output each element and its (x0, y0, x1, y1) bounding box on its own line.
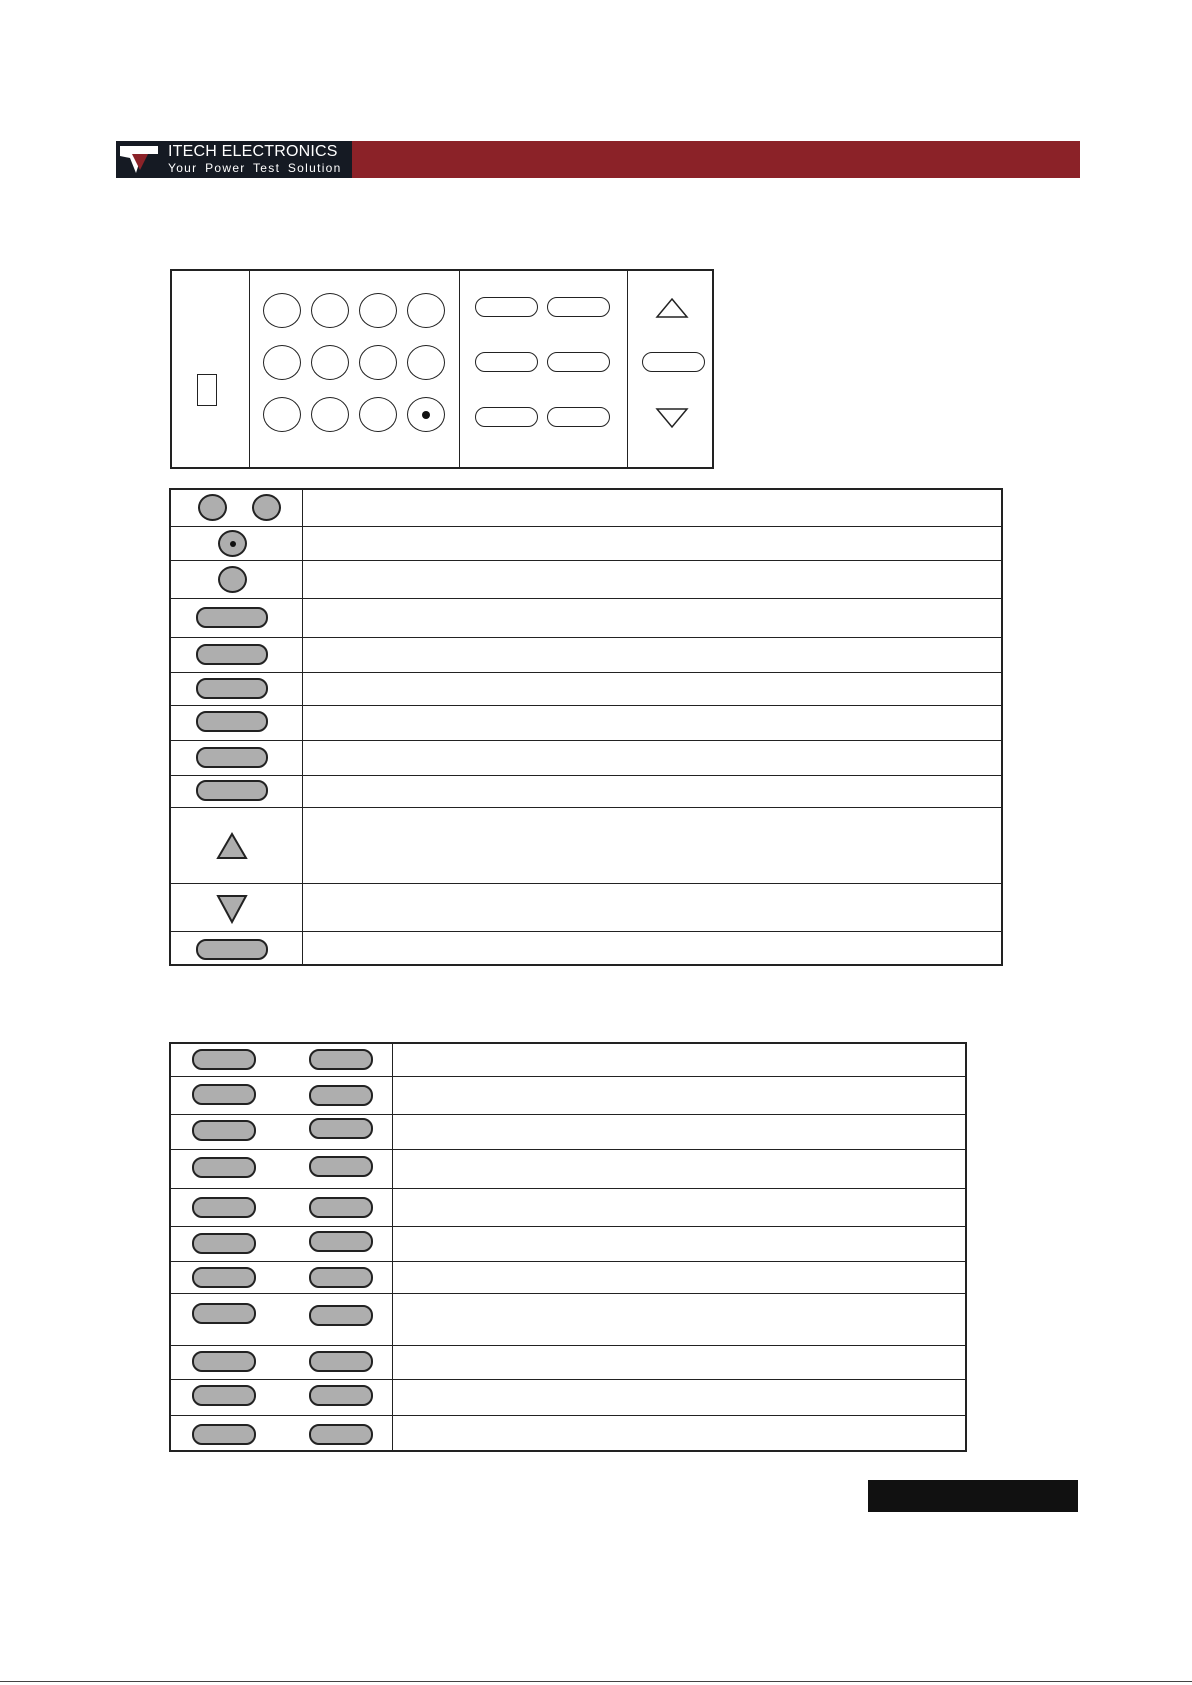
table-row (171, 1261, 965, 1294)
shift-key-icon (192, 1351, 256, 1372)
up-arrow-key-icon (216, 832, 248, 860)
shift-key-icon (192, 1385, 256, 1406)
panel-divider (459, 271, 460, 467)
table-row (171, 1044, 965, 1076)
table-row (171, 637, 1001, 673)
decimal-point-icon (422, 411, 430, 419)
decimal-point-key[interactable] (407, 397, 445, 432)
key-function-table (169, 488, 1003, 966)
escape-key-icon (218, 566, 247, 593)
numeric-key[interactable] (359, 397, 397, 432)
down-arrow-icon[interactable] (655, 407, 689, 429)
function-key-icon (196, 780, 268, 801)
shift-key-icon (192, 1267, 256, 1288)
shift-key-icon (192, 1197, 256, 1218)
numeric-key[interactable] (263, 345, 301, 380)
down-arrow-key-icon (216, 894, 248, 924)
function-key-icon (196, 607, 268, 628)
page-number-tab (868, 1480, 1078, 1512)
shift-key-icon (192, 1303, 256, 1324)
function-key[interactable] (475, 352, 538, 372)
itech-logo-icon (118, 144, 160, 175)
table-row (171, 1415, 965, 1453)
numeric-key[interactable] (311, 345, 349, 380)
numeric-key[interactable] (263, 293, 301, 328)
up-arrow-icon[interactable] (655, 297, 689, 319)
panel-divider (627, 271, 628, 467)
numeric-key[interactable] (359, 293, 397, 328)
table-row (171, 705, 1001, 741)
brand-name: ITECH ELECTRONICS (168, 143, 338, 160)
function-key-icon (309, 1267, 373, 1288)
function-key-icon (309, 1385, 373, 1406)
table-row (171, 526, 1001, 561)
table-row (171, 490, 1001, 526)
enter-key-icon (196, 939, 268, 960)
function-key-icon (309, 1351, 373, 1372)
function-key-icon (309, 1424, 373, 1445)
decimal-point-icon (230, 541, 236, 547)
decimal-point-key-icon (218, 530, 247, 557)
function-key-icon (309, 1305, 373, 1326)
shift-key-icon (192, 1424, 256, 1445)
function-key-icon (196, 644, 268, 665)
shift-key-icon (192, 1049, 256, 1070)
function-key-icon (309, 1231, 373, 1252)
table-row (171, 807, 1001, 884)
function-key[interactable] (547, 352, 610, 372)
shift-key-icon (192, 1233, 256, 1254)
combination-key-table (169, 1042, 967, 1452)
power-switch-icon[interactable] (197, 374, 217, 406)
shift-key-icon (192, 1084, 256, 1105)
enter-key[interactable] (642, 352, 705, 372)
table-row (171, 1114, 965, 1150)
footer-rule (0, 1681, 1192, 1682)
function-key[interactable] (475, 407, 538, 427)
shift-key-icon (192, 1157, 256, 1178)
number-key-icon (198, 494, 227, 521)
function-key-icon (309, 1085, 373, 1106)
function-key-icon (196, 747, 268, 768)
table-row (171, 672, 1001, 706)
function-key[interactable] (547, 297, 610, 317)
table-row (171, 1379, 965, 1416)
table-row (171, 1076, 965, 1115)
function-key[interactable] (475, 297, 538, 317)
table-row (171, 1226, 965, 1262)
table-row (171, 598, 1001, 638)
table-row (171, 1188, 965, 1227)
table-row (171, 1293, 965, 1346)
panel-divider (249, 271, 250, 467)
table-row (171, 883, 1001, 932)
numeric-key[interactable] (311, 397, 349, 432)
table-row (171, 931, 1001, 967)
table-row (171, 1149, 965, 1189)
function-key[interactable] (547, 407, 610, 427)
table-row (171, 1345, 965, 1380)
numeric-key[interactable] (407, 293, 445, 328)
shift-key-icon (192, 1120, 256, 1141)
function-key-icon (196, 678, 268, 699)
table-row (171, 560, 1001, 599)
table-row (171, 740, 1001, 776)
function-key-icon (309, 1049, 373, 1070)
numeric-key[interactable] (311, 293, 349, 328)
brand-tagline: Your Power Test Solution (168, 161, 342, 175)
table-row (171, 775, 1001, 808)
number-key-icon (252, 494, 281, 521)
numeric-key[interactable] (407, 345, 445, 380)
numeric-key[interactable] (263, 397, 301, 432)
front-panel-diagram (170, 269, 714, 469)
function-key-icon (309, 1197, 373, 1218)
function-key-icon (309, 1156, 373, 1177)
numeric-key[interactable] (359, 345, 397, 380)
function-key-icon (309, 1118, 373, 1139)
function-key-icon (196, 711, 268, 732)
